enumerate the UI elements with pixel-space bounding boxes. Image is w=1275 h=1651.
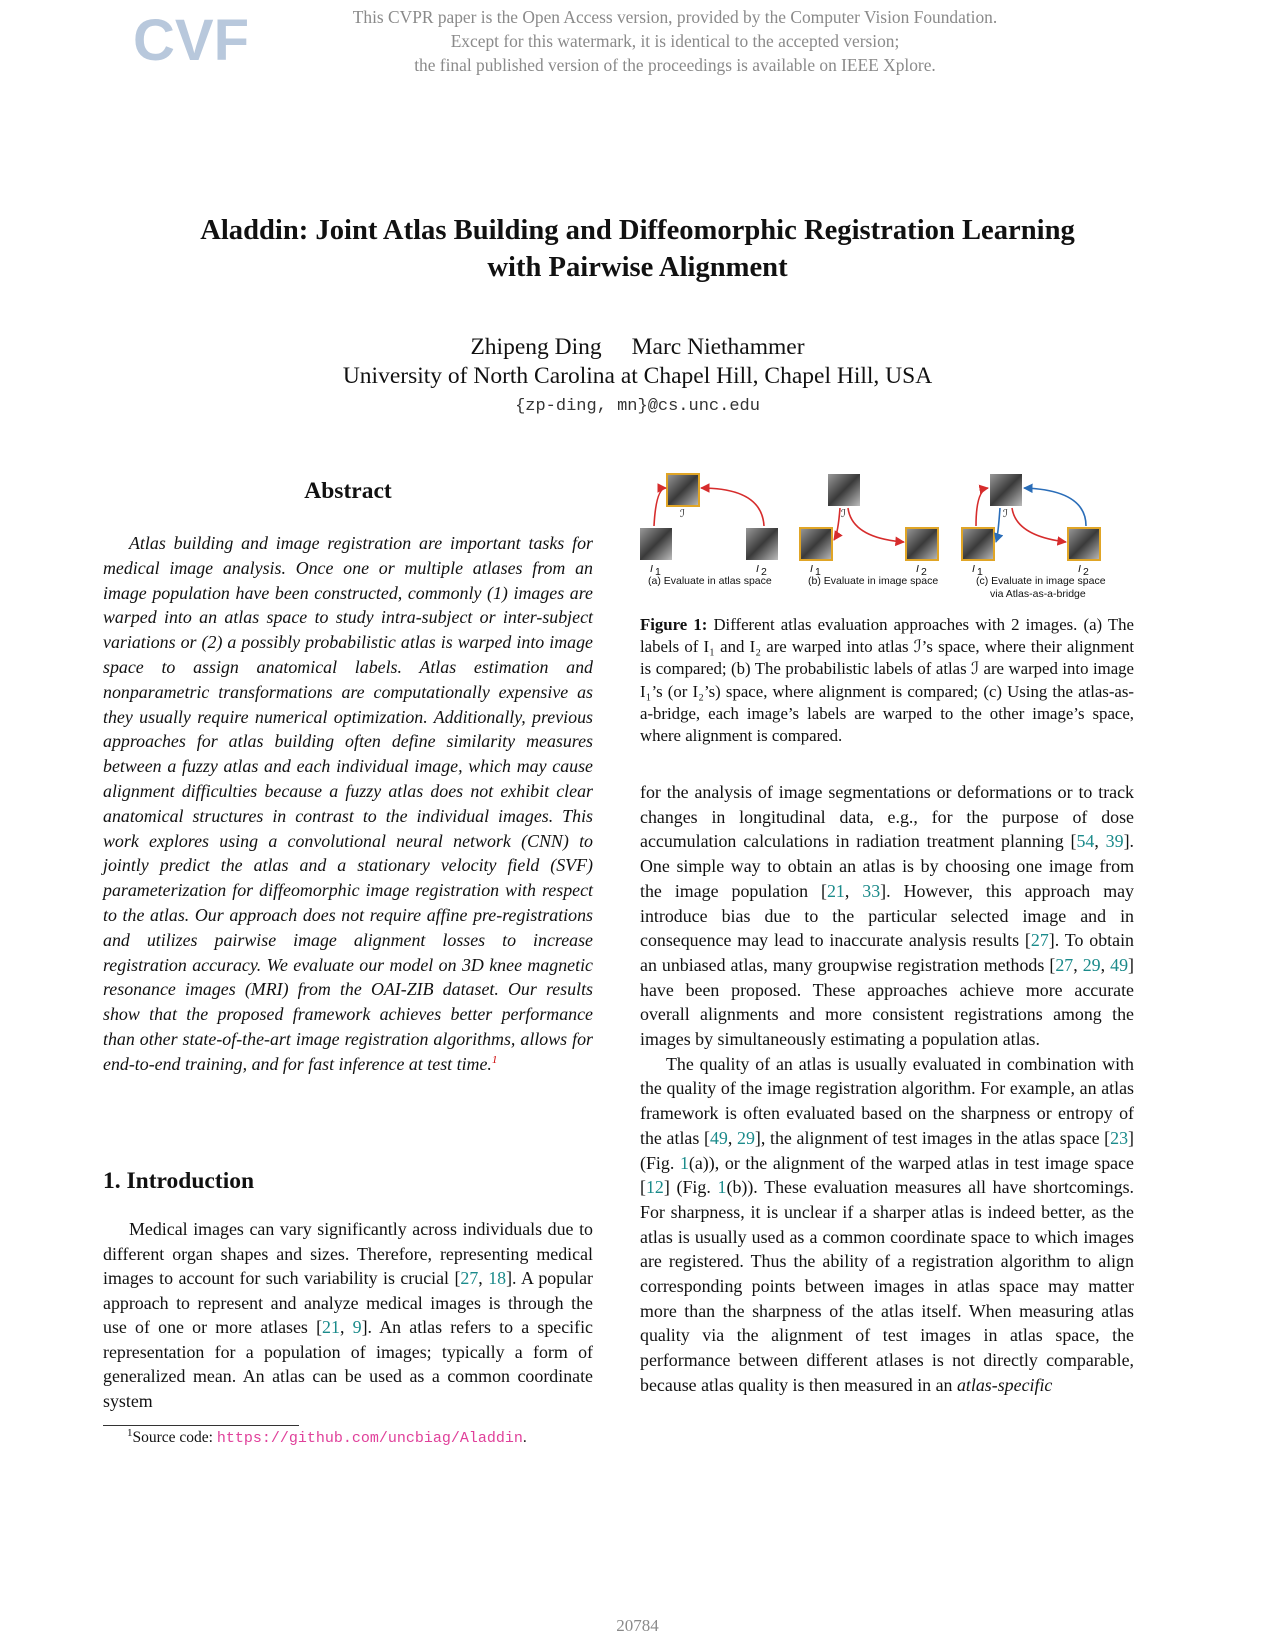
arrow-atlas-to-i2 [1012, 508, 1066, 542]
affiliation: University of North Carolina at Chapel Hill, Chapel Hill, USA [342, 363, 933, 389]
image-i2 [906, 528, 938, 560]
citation-link[interactable]: 23 [1110, 1127, 1129, 1148]
citation-link[interactable]: 12 [645, 1177, 664, 1198]
caption-label: Figure 1: [640, 615, 708, 634]
citation-link[interactable]: 49 [709, 1127, 728, 1148]
right-column-text [640, 780, 1134, 1398]
watermark-line-2: Except for this watermark, it is identical to the accepted version; [450, 31, 900, 51]
panel-a [640, 474, 778, 587]
panel-b [800, 474, 938, 587]
footnote-mark: 1 [127, 1426, 133, 1439]
citation-link[interactable]: 27 [1030, 930, 1049, 951]
source-code-link[interactable]: https://github.com/uncbiag/Aladdin [216, 1430, 523, 1447]
author-email: {zp-ding, mn}@cs.unc.edu [515, 397, 760, 416]
citation-link[interactable]: 29 [737, 1127, 755, 1148]
page-number: 20784 [616, 1616, 659, 1635]
citation-link[interactable]: 39 [1105, 831, 1124, 852]
abstract-heading: Abstract [304, 478, 392, 504]
intro-text: ]. A popular approach to represent and analyze medical images is through the use of one or more atlases [ [103, 1268, 593, 1337]
atlas-image [990, 474, 1022, 506]
i2-label: I [1078, 563, 1081, 575]
body-text: (b)). These evaluation measures all have shortcomings. For sharpness, it is unclear if a sharper atlas is indeed better, as the atlas is usually used as a common coordinate space to which images are registered. Thus the ability of a registration algorithm to align corresponding points between images in atlas space may matter more than the sharpness of the atlas itself. When measuring atlas quality via the alignment of test images in atlas space, the performance between different atlases is not directly comparable, because atlas quality is then measured in an [640, 1177, 1135, 1395]
footnote [103, 1428, 593, 1449]
i1-sub: 1 [655, 566, 661, 578]
intro-paragraph [103, 1217, 593, 1413]
citation-link[interactable]: 27 [1055, 954, 1074, 975]
arrow-i1-to-atlas [654, 488, 666, 526]
arrow-atlas-to-i2 [848, 508, 904, 542]
caption-text: Different atlas evaluation approaches with 2 images. (a) The labels of I₁ and I₂ are warped into atlas ℐ’s space, where their alignment is compared; (b) The probabilistic labels of atlas ℐ are warped into image I₁’s (or I₂’s) space, where alignment is compared; (c) Using the atlas-as-a-bridge, each image’s labels are warped to the other image’s space, where alignment is compared. [640, 615, 1135, 746]
atlas-symbol: ℐ [680, 508, 685, 520]
body-text: ]. However, this approach may introduce bias due to the particular selected image and in consequence may lead to inaccurate analysis results [ [640, 880, 1134, 951]
cvf-logo-text: CVF [133, 8, 249, 73]
i1-sub: 1 [815, 566, 821, 578]
title-line-1: Aladdin: Joint Atlas Building and Diffeomorphic Registration Learning [200, 215, 1075, 246]
footnote-rule [103, 1425, 299, 1426]
citation-sep: , [844, 880, 863, 901]
citation-link[interactable]: 27 [460, 1268, 479, 1288]
panel-c-label-1: (c) Evaluate in image space [976, 575, 1106, 587]
image-i1 [962, 528, 994, 560]
citation-link[interactable]: 21 [826, 880, 845, 901]
i1-label: I [972, 563, 975, 575]
abstract-text: Atlas building and image registration are important tasks for medical image analysis. Once one or multiple atlases from an image population have been constructed, commonly (1) images are warped into an atlas space to study intra-subject or inter-subject variations or (2) a possibly probabilistic atlas is warped into image space to assign anatomical labels. Atlas estimation and nonparametric transformations are computationally expensive as they usually require numerical optimization. Additionally, previous approaches for atlas building often define similarity measures between a fuzzy atlas and each individual image, which may cause alignment difficulties because a fuzzy atlas does not exhibit clear anatomical structures in contrast to the individual images. This work explores using a convolutional neural network (CNN) to jointly predict the atlas and a stationary velocity field (SVF) parameterization for diffeomorphic image registration with respect to the atlas. Our approach does not require affine pre-registrations and utilizes pairwise image alignment losses to increase registration accuracy. We evaluate our model on 3D knee magnetic resonance images (MRI) from the OAI-ZIB dataset. Our results show that the proposed framework achieves better performance than other state-of-the-art image registration algorithms, allows for end-to-end training, and for fast inference at test time. [103, 533, 593, 1074]
arrow-atlas-to-i1 [834, 508, 840, 540]
citation-link[interactable]: 18 [488, 1268, 507, 1288]
body-text: for the analysis of image segmentations or deformations or to track changes in longitudinal data, e.g., for the purpose of dose accumulation calculations in radiation treatment planning [ [640, 782, 1134, 852]
i1-sub: 1 [977, 566, 983, 578]
i2-sub: 2 [761, 566, 767, 578]
atlas-symbol: ℐ [1003, 508, 1008, 520]
citation-link[interactable]: 33 [862, 880, 881, 901]
body-text: ] have been proposed. These approaches achieve more accurate overall alignments and more consistent registrations among the images by simultaneously estimating a population atlas. [640, 954, 1134, 1050]
watermark-line-3: the final published version of the proceedings is available on IEEE Xplore. [414, 55, 936, 75]
paragraph [640, 780, 1134, 1052]
citation-sep: , [1094, 831, 1106, 852]
body-text: ]. One simple way to obtain an atlas is by choosing one image from the image population [ [640, 831, 1134, 901]
citation-link[interactable]: 9 [352, 1317, 362, 1337]
emphasis-text: atlas-specific [956, 1374, 1053, 1395]
footnote-end: . [522, 1429, 527, 1446]
citation-link[interactable]: 29 [1082, 954, 1101, 975]
panel-c [962, 474, 1106, 600]
panel-b-label: (b) Evaluate in image space [808, 575, 939, 587]
paragraph [640, 1052, 1134, 1398]
author-2: Marc Niethammer [631, 334, 805, 360]
figure-1-caption [640, 614, 1134, 747]
abstract-body [103, 531, 593, 1077]
atlas-image [667, 474, 699, 506]
watermark-notice [260, 5, 1090, 77]
image-i2 [1068, 528, 1100, 560]
citation-sep: , [1073, 954, 1083, 975]
atlas-image [828, 474, 860, 506]
atlas-symbol: ℐ [841, 508, 846, 520]
body-text: The quality of an atlas is usually evaluated in combination with the quality of the image registration algorithm. For example, an atlas framework is often evaluated based on the sharpness or entropy of the atlas [ [640, 1053, 1134, 1148]
i2-sub: 2 [1083, 566, 1089, 578]
intro-text: Medical images can vary significantly across individuals due to different organ shapes and sizes. Therefore, representing medical images to account for such variability is crucial [ [103, 1219, 593, 1288]
authors [120, 333, 1155, 362]
cvf-logo [133, 8, 249, 73]
body-text: (a)), or the alignment of the warped atlas in test image space [ [640, 1152, 1134, 1198]
citation-link[interactable]: 49 [1110, 954, 1129, 975]
citation-sep: , [478, 1268, 489, 1288]
i2-label: I [756, 563, 759, 575]
panel-c-label-2: via Atlas-as-a-bridge [990, 588, 1086, 600]
intro-text: ]. An atlas refers to a specific representation for a population of images; typically a form of generalized mean. An atlas can be used as a common coordinate system [103, 1317, 593, 1411]
image-i2 [746, 528, 778, 560]
arrow-atlas-to-i1 [996, 508, 1000, 542]
citation-sep: , [339, 1317, 353, 1337]
body-text: ] (Fig. [663, 1177, 718, 1198]
image-i1 [640, 528, 672, 560]
footnote-label: Source code: [132, 1429, 217, 1446]
title-line-2: with Pairwise Alignment [487, 252, 788, 283]
panel-a-label: (a) Evaluate in atlas space [648, 575, 772, 587]
arrow-i2-to-atlas [1024, 488, 1086, 526]
arrow-i1-to-atlas [976, 488, 988, 526]
citation-link[interactable]: 54 [1076, 831, 1095, 852]
body-text: ], the alignment of test images in the atlas space [ [754, 1127, 1111, 1148]
body-text: ] (Fig. [640, 1127, 1134, 1173]
citation-sep: , [727, 1127, 737, 1148]
citation-link[interactable]: 21 [322, 1317, 340, 1337]
arrow-i2-to-atlas [701, 488, 764, 526]
i2-label: I [916, 563, 919, 575]
i2-sub: 2 [921, 566, 927, 578]
citation-sep: , [1100, 954, 1111, 975]
image-i1 [800, 528, 832, 560]
author-1: Zhipeng Ding [470, 334, 602, 360]
footnote-ref[interactable]: 1 [491, 1053, 498, 1066]
section-heading-introduction: 1. Introduction [103, 1168, 255, 1194]
paper-title [120, 212, 1155, 286]
watermark-line-1: This CVPR paper is the Open Access version, provided by the Computer Vision Foundation. [352, 7, 998, 27]
i1-label: I [650, 563, 653, 575]
body-text: ]. To obtain an unbiased atlas, many groupwise registration methods [ [640, 930, 1134, 975]
figure-1 [640, 472, 1140, 612]
i1-label: I [810, 563, 813, 575]
figure-ref-link[interactable]: 1 [717, 1177, 727, 1198]
figure-ref-link[interactable]: 1 [679, 1152, 689, 1173]
